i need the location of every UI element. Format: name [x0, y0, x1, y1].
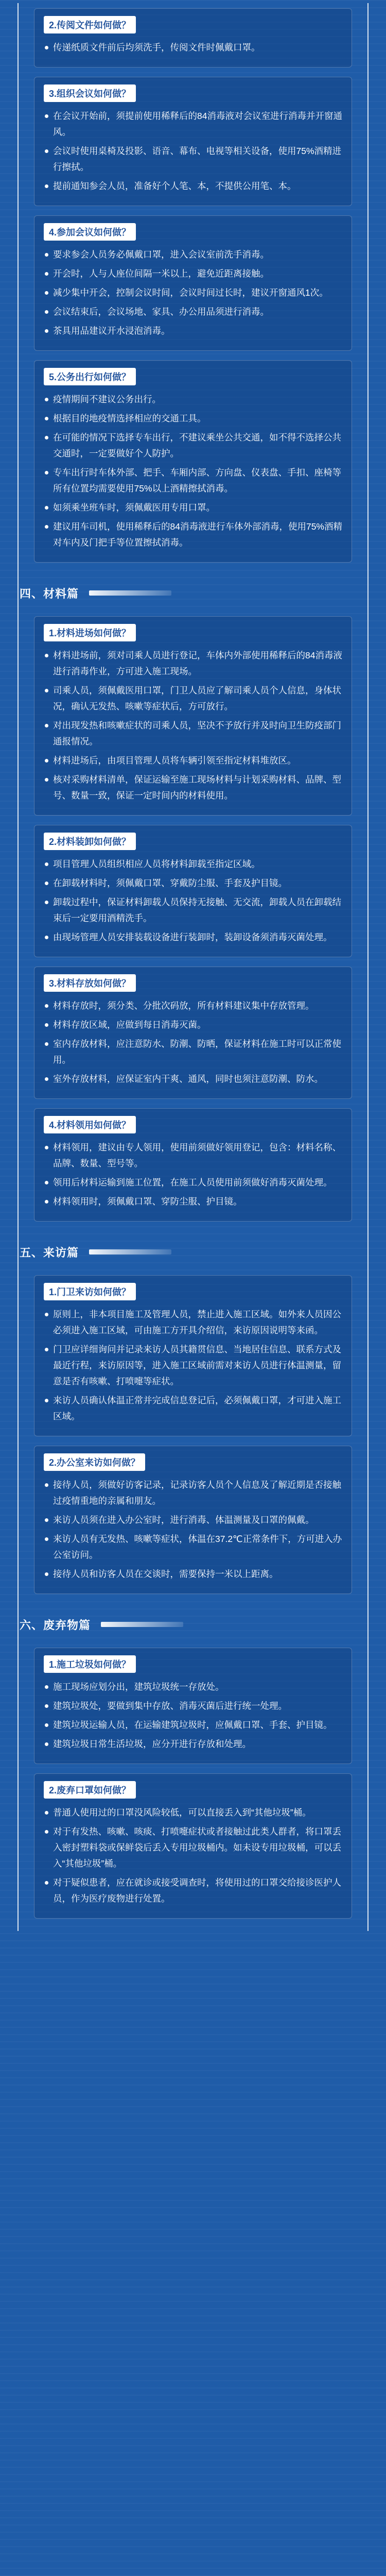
section-heading-visits — [7, 1240, 379, 1264]
answer-item: 接待人员，须做好访客记录，记录访客人员个人信息及了解近期是否接触过疫情重地的亲属和朋友。 — [44, 1477, 342, 1509]
question-title: 3.材料存放如何做？ — [44, 974, 136, 992]
answer-item: 减少集中开会，控制会议时间，会议时间过长时，建议开窗通风1次。 — [44, 285, 342, 301]
answer-item: 提前通知参会人员，准备好个人笔、本，不提供公用笔、本。 — [44, 178, 342, 194]
answer-item: 来访人员有无发热、咳嗽等症状，体温在37.2℃正常条件下，方可进入办公室访问。 — [44, 1531, 342, 1563]
question-title: 2.办公室来访如何做？ — [44, 1453, 145, 1471]
answer-item: 卸载过程中，保证材料卸载人员保持无接触、无交流，卸载人员在卸载结束后一定要用酒精洗手。 — [44, 894, 342, 926]
qa-card-gate-visits — [34, 1275, 352, 1436]
qa-card-office-visits — [34, 1446, 352, 1594]
answer-item: 核对采购材料清单，保证运输至施工现场材料与计划采购材料、品牌、型号、数量一致，保证一定时间内的材料使用。 — [44, 772, 342, 804]
answer-list — [44, 1805, 342, 1907]
answer-item: 门卫应详细询问并记录来访人员其籍贯信息、当地居住信息、联系方式及最近行程，来访原因等，进入施工区域前需对来访人员进行体温测量，留意是否有咳嗽、打喷嚏等症状。 — [44, 1342, 342, 1389]
answer-item: 会议结束后，会议场地、家具、办公用品须进行消毒。 — [44, 304, 342, 320]
answer-item: 建筑垃圾运输人员，在运输建筑垃圾时，应佩戴口罩、手套、护目镜。 — [44, 1717, 342, 1733]
answer-item: 建筑垃圾处，要做到集中存放、消毒灭菌后进行统一处理。 — [44, 1698, 342, 1714]
answer-item: 接待人员和访客人员在交谈时，需要保持一米以上距离。 — [44, 1566, 342, 1582]
question-title: 2.材料装卸如何做？ — [44, 833, 136, 850]
question-title: 4.参加会议如何做？ — [44, 223, 136, 241]
answer-item: 司乘人员，须佩戴医用口罩，门卫人员应了解司乘人员个人信息，身体状况，确认无发热、咳嗽等症状后，方可放行。 — [44, 683, 342, 715]
answer-item: 材料进场后，由项目管理人员将车辆引领至指定材料堆放区。 — [44, 753, 342, 769]
answer-item: 普通人使用过的口罩没风险较低，可以直接丢入到“其他垃圾”桶。 — [44, 1805, 342, 1821]
qa-card-attend-meeting — [34, 215, 352, 351]
qa-card-materials-loading — [34, 825, 352, 957]
answer-item: 领用后材料运输到施工位置，在施工人员使用前须做好消毒灭菌处理。 — [44, 1175, 342, 1191]
qa-card-construction-waste — [34, 1648, 352, 1764]
answer-item: 来访人员须在进入办公室时，进行消毒、体温测量及口罩的佩戴。 — [44, 1512, 342, 1528]
section-heading-materials — [7, 581, 379, 605]
answer-item: 疫情期间不建议公务出行。 — [44, 392, 342, 408]
answer-item: 建议用车司机，使用稀释后的84消毒液进行车体外部消毒，使用75%酒精对车内及门把手等位置擦拭消毒。 — [44, 519, 342, 551]
answer-item: 会议时使用桌椅及投影、语音、幕布、电视等相关设备，使用75%酒精进行擦拭。 — [44, 143, 342, 175]
answer-item: 材料进场前，须对司乘人员进行登记，车体内外部使用稀释后的84消毒液进行消毒作业，方可进入施工现场。 — [44, 648, 342, 680]
answer-item: 要求参会人员务必佩戴口罩，进入会议室前洗手消毒。 — [44, 247, 342, 263]
answer-list — [44, 392, 342, 551]
answer-item: 项目管理人员组织相应人员将材料卸载至指定区域。 — [44, 856, 342, 872]
qa-card-materials-collection — [34, 1108, 352, 1222]
answer-list — [44, 1477, 342, 1582]
content-frame — [17, 3, 369, 1931]
answer-item: 对于有发热、咳嗽、咳痰、打喷嚏症状或者接触过此类人群者，将口罩丢入密封塑料袋或保鲜袋后丢入专用垃圾桶内。如未设专用垃圾桶，可以丢入“其他垃圾”桶。 — [44, 1824, 342, 1872]
qa-card-discarded-masks — [34, 1773, 352, 1919]
answer-item: 传递纸质文件前后均须洗手，传阅文件时佩戴口罩。 — [44, 40, 342, 56]
answer-item: 来访人员确认体温正常并完成信息登记后，必须佩戴口罩，才可进入施工区域。 — [44, 1393, 342, 1425]
qa-card-file-circulation — [34, 8, 352, 67]
answer-list — [44, 648, 342, 804]
qa-card-materials-entry — [34, 616, 352, 816]
answer-item: 建筑垃圾日常生活垃圾，应分开进行存放和处理。 — [44, 1736, 342, 1752]
question-title: 2.废弃口罩如何做？ — [44, 1781, 136, 1799]
answer-list — [44, 247, 342, 339]
answer-item: 施工现场应划分出，建筑垃圾统一存放处。 — [44, 1679, 342, 1695]
question-title: 1.施工垃圾如何做？ — [44, 1655, 136, 1673]
answer-list — [44, 998, 342, 1087]
answer-list — [44, 856, 342, 945]
section-title: 四、材料篇 — [20, 587, 79, 600]
answer-item: 材料领用时，须佩戴口罩、穿防尘服、护目镜。 — [44, 1194, 342, 1210]
section-underline-decoration — [101, 1622, 183, 1627]
section-underline-decoration — [89, 1249, 171, 1255]
section-underline-decoration — [89, 590, 171, 596]
answer-list — [44, 1307, 342, 1425]
answer-item: 如须乘坐班车时，须佩戴医用专用口罩。 — [44, 500, 342, 516]
section-title: 五、来访篇 — [20, 1246, 79, 1259]
answer-item: 在会议开始前，须提前使用稀释后的84消毒液对会议室进行消毒并开窗通风。 — [44, 108, 342, 140]
question-title: 1.门卫来访如何做？ — [44, 1283, 136, 1300]
answer-item: 在卸载材料时，须佩戴口罩、穿戴防尘服、手套及护目镜。 — [44, 875, 342, 891]
section-title: 六、废弃物篇 — [20, 1618, 91, 1632]
answer-item: 室外存放材料，应保证室内干爽、通风，同时也须注意防潮、防水。 — [44, 1071, 342, 1087]
qa-card-business-travel — [34, 360, 352, 563]
answer-item: 室内存放材料，应注意防水、防潮、防晒，保证材料在施工时可以正常使用。 — [44, 1036, 342, 1068]
section-heading-waste — [7, 1613, 379, 1636]
answer-item: 由现场管理人员安排装载设备进行装卸时，装卸设备须消毒灭菌处理。 — [44, 929, 342, 945]
answer-item: 材料存放时，须分类、分批次码放，所有材料建议集中存放管理。 — [44, 998, 342, 1014]
answer-item: 在可能的情况下选择专车出行，不建议乘坐公共交通，如不得不选择公共交通时，一定要做好个人防护。 — [44, 430, 342, 462]
qa-card-materials-storage — [34, 967, 352, 1099]
answer-item: 专车出行时车体外部、把手、车厢内部、方向盘、仪表盘、手扣、座椅等所有位置均需要使用75%以上酒精擦拭消毒。 — [44, 465, 342, 497]
question-title: 5.公务出行如何做？ — [44, 368, 136, 385]
answer-list — [44, 40, 342, 56]
answer-item: 茶具用品建议开水浸泡消毒。 — [44, 323, 342, 339]
answer-item: 材料存放区域，应做到每日消毒灭菌。 — [44, 1017, 342, 1033]
answer-item: 根据目的地疫情选择相应的交通工具。 — [44, 411, 342, 427]
answer-list — [44, 1140, 342, 1210]
answer-list — [44, 1679, 342, 1752]
answer-item: 对于疑似患者，应在就诊或接受调查时，将使用过的口罩交给接诊医护人员，作为医疗废物进行处置。 — [44, 1875, 342, 1907]
answer-item: 对出现发热和咳嗽症状的司乘人员，坚决不予放行并及时向卫生防疫部门通报情况。 — [44, 718, 342, 750]
answer-item: 原则上，非本项目施工及管理人员，禁止进入施工区域。如外来人员因公必须进入施工区域，可由施工方开具介绍信，来访原因说明等来函。 — [44, 1307, 342, 1338]
qa-card-organize-meeting — [34, 77, 352, 206]
question-title: 4.材料领用如何做？ — [44, 1116, 136, 1133]
question-title: 1.材料进场如何做？ — [44, 624, 136, 641]
answer-item: 材料领用，建议由专人领用，使用前须做好领用登记，包含：材料名称、品牌、数量、型号等。 — [44, 1140, 342, 1172]
question-title: 2.传阅文件如何做？ — [44, 16, 136, 33]
answer-item: 开会时，人与人座位间隔一米以上，避免近距离接触。 — [44, 266, 342, 282]
question-title: 3.组织会议如何做？ — [44, 84, 136, 102]
answer-list — [44, 108, 342, 194]
